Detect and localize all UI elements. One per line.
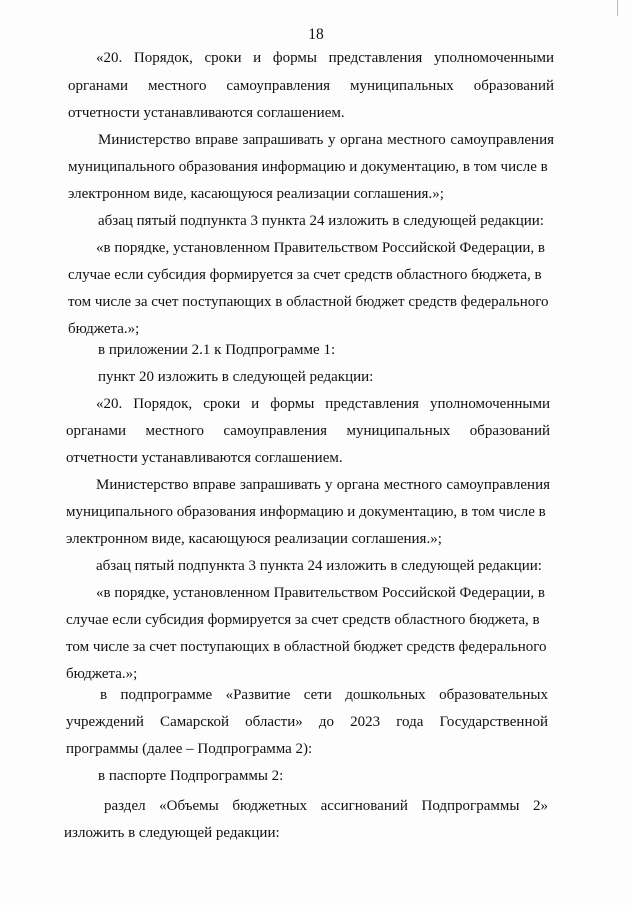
text-line: случае если субсидия формируется за счет средств областного бюджета, в: [66, 612, 540, 628]
text-line: изложить в следующей редакции:: [64, 825, 280, 841]
text-line: отчетности устанавливаются соглашением.: [68, 105, 345, 121]
text-line: Министерство вправе запрашивать у органа местного самоуправления: [96, 477, 550, 493]
text-line: учреждений Самарской области» до 2023 года Государственной: [66, 714, 548, 730]
text-line: абзац пятый подпункта 3 пункта 24 изложить в следующей редакции:: [96, 558, 542, 574]
text-line: в приложении 2.1 к Подпрограмме 1:: [98, 342, 336, 358]
text-line: органами местного самоуправления муниципальных образований: [68, 78, 554, 94]
text-line: «в порядке, установленном Правительством Российской Федерации, в: [96, 585, 545, 601]
text-line: случае если субсидия формируется за счет средств областного бюджета, в: [68, 267, 542, 283]
text-line: электронном виде, касающуюся реализации соглашения.»;: [68, 186, 444, 202]
text-line: раздел «Объемы бюджетных ассигнований Подпрограммы 2»: [104, 798, 548, 814]
text-line: пункт 20 изложить в следующей редакции:: [98, 369, 374, 385]
text-line: электронном виде, касающуюся реализации соглашения.»;: [66, 531, 442, 547]
text-line: «в порядке, установленном Правительством Российской Федерации, в: [96, 240, 545, 256]
text-line: программы (далее – Подпрограмма 2):: [66, 741, 313, 757]
scan-edge-mark: [617, 0, 618, 16]
text-line: том числе за счет поступающих в областной бюджет средств федерального: [66, 639, 547, 655]
page-number: 18: [308, 26, 324, 43]
text-line: абзац пятый подпункта 3 пункта 24 изложить в следующей редакции:: [98, 213, 544, 229]
text-line: муниципального образования информацию и документацию, в том числе в: [66, 504, 546, 520]
text-line: в паспорте Подпрограммы 2:: [98, 768, 284, 784]
text-line: «20. Порядок, сроки и формы представления уполномоченными: [96, 396, 550, 412]
text-line: Министерство вправе запрашивать у органа местного самоуправления: [98, 132, 554, 148]
text-line: отчетности устанавливаются соглашением.: [66, 450, 343, 466]
text-line: органами местного самоуправления муниципальных образований: [66, 423, 550, 439]
text-line: том числе за счет поступающих в областной бюджет средств федерального: [68, 294, 549, 310]
text-line: бюджета.»;: [66, 666, 138, 682]
text-line: в подпрограмме «Развитие сети дошкольных образовательных: [100, 687, 548, 703]
text-line: бюджета.»;: [68, 321, 140, 337]
text-line: «20. Порядок, сроки и формы представления уполномоченными: [96, 50, 554, 66]
text-line: муниципального образования информацию и документацию, в том числе в: [68, 159, 548, 175]
